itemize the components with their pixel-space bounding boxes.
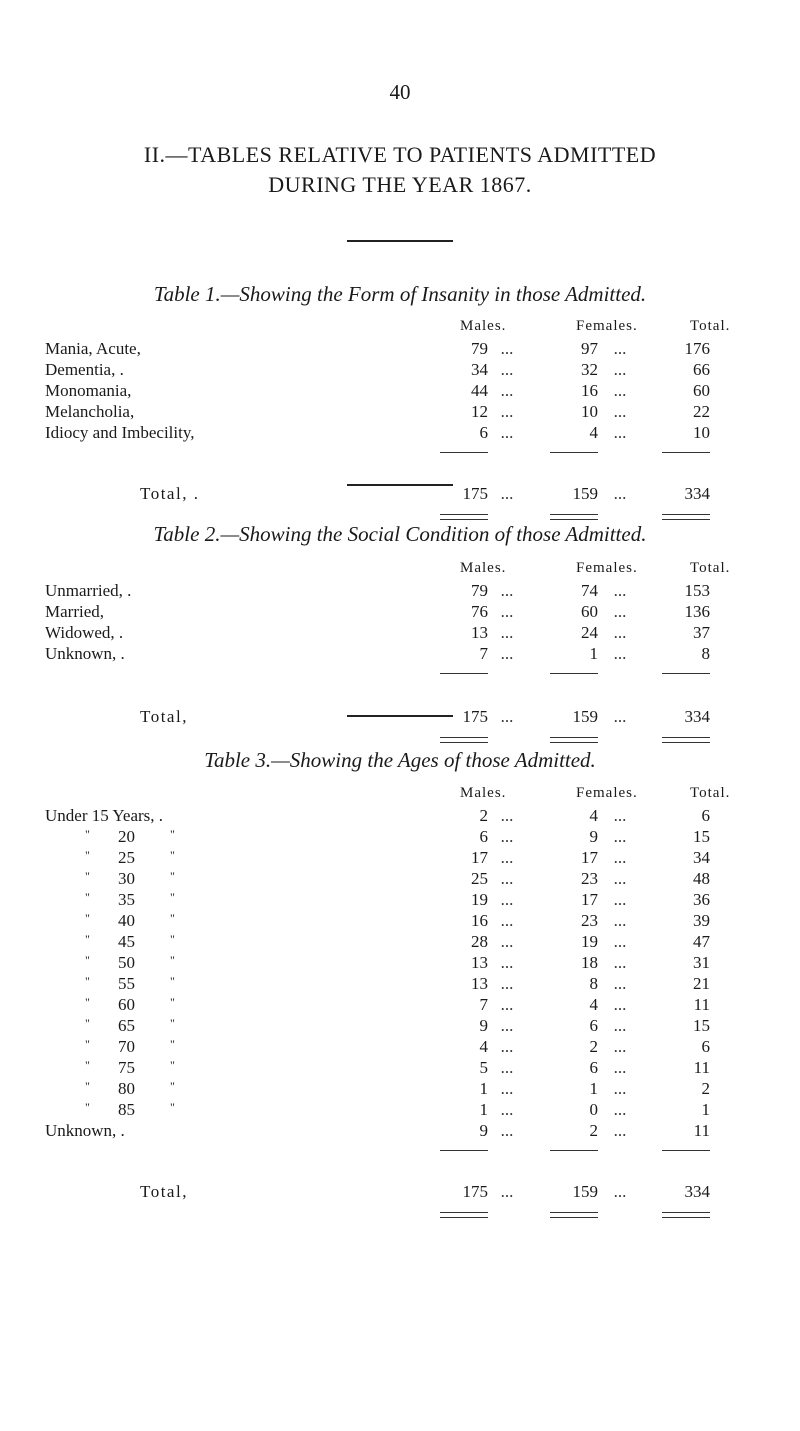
table3-age-label: 40: [118, 911, 135, 930]
table3-row-males: 16: [471, 911, 488, 930]
table3-row: [0, 974, 800, 996]
table2-row-separator: ...: [500, 644, 514, 663]
table2-row-males: 76: [471, 602, 488, 621]
table3-row-males: 4: [479, 1037, 488, 1056]
ditto-mark: ": [85, 827, 90, 841]
table1-row-separator: ...: [613, 360, 627, 379]
table3-row-total: 21: [693, 974, 710, 993]
table3-row-separator: ...: [613, 911, 627, 930]
table1-row-separator: ...: [500, 360, 514, 379]
table3-row-males: 1: [479, 1100, 488, 1119]
section-rule: [347, 715, 453, 717]
table2-total-females: 159: [572, 707, 598, 726]
table3-row-males: 9: [479, 1121, 488, 1140]
table3-row-males: 5: [479, 1058, 488, 1077]
table2-header-total: Total.: [690, 560, 731, 576]
table2-row-separator: ...: [613, 581, 627, 600]
table3-row: [0, 890, 800, 912]
table3-row: [0, 1037, 800, 1059]
table1-row: [0, 423, 800, 445]
table1-total-label: Total, .: [140, 484, 200, 503]
table3-row-males: 19: [471, 890, 488, 909]
ditto-mark: ": [170, 1100, 175, 1114]
table3-row-separator: ...: [613, 806, 627, 825]
table3-row: [0, 848, 800, 870]
table3-total-total: 334: [684, 1182, 710, 1201]
ditto-mark: ": [170, 869, 175, 883]
ditto-mark: ": [170, 911, 175, 925]
table3-row-label: Under 15 Years, .: [45, 806, 164, 825]
table3-row-females: 9: [589, 827, 598, 846]
table2-row-females: 24: [581, 623, 598, 642]
table3-row-males: 2: [479, 806, 488, 825]
page-heading: [0, 140, 800, 200]
heading-line-1: II.—TABLES RELATIVE TO PATIENTS ADMITTED: [143, 142, 657, 167]
table3-row-females: 17: [581, 848, 598, 867]
table3-age-label: 75: [118, 1058, 135, 1077]
table2-row-males: 7: [479, 644, 488, 663]
table3-total-separator: ...: [613, 1182, 627, 1201]
table1-total-separator: ...: [500, 484, 514, 503]
table3-age-label: 35: [118, 890, 135, 909]
table1-row-females: 4: [589, 423, 598, 442]
table3-row-total: 11: [693, 1058, 710, 1077]
ditto-mark: ": [170, 995, 175, 1009]
table2-row-males: 79: [471, 581, 488, 600]
table2-row-separator: ...: [613, 623, 627, 642]
table2-title: Table 2.—Showing the Social Condition of those Admitted.: [153, 522, 647, 546]
table3-row-separator: ...: [613, 932, 627, 951]
table3-row-separator: ...: [500, 827, 514, 846]
table3-total-males: 175: [462, 1182, 488, 1201]
table1-row-separator: ...: [500, 339, 514, 358]
table1-row-label: Idiocy and Imbecility,: [45, 423, 195, 442]
table1-total-males: 175: [462, 484, 488, 503]
table3-row-separator: ...: [500, 1121, 514, 1140]
table3-row-separator: ...: [500, 806, 514, 825]
table3-row-separator: ...: [500, 974, 514, 993]
table3-row-total: 11: [693, 995, 710, 1014]
table3-row-separator: ...: [500, 1100, 514, 1119]
table3-age-label: 25: [118, 848, 135, 867]
table3-row: [0, 932, 800, 954]
table1-row-females: 32: [581, 360, 598, 379]
table2-row-label: Widowed, .: [45, 623, 124, 642]
table3-double-rule: [440, 1212, 488, 1218]
table2-total-separator: ...: [613, 707, 627, 726]
table3-row-separator: ...: [613, 1016, 627, 1035]
table1-total-females: 159: [572, 484, 598, 503]
table3-row-females: 18: [581, 953, 598, 972]
table1-row-separator: ...: [500, 381, 514, 400]
page-number: 40: [389, 80, 411, 104]
ditto-mark: ": [170, 932, 175, 946]
table1-row-separator: ...: [613, 381, 627, 400]
table2-total-row: [0, 707, 800, 729]
table1-title: Table 1.—Showing the Form of Insanity in those Admitted.: [153, 282, 647, 306]
table3-title: Table 3.—Showing the Ages of those Admitted.: [204, 748, 596, 772]
table2-row-separator: ...: [500, 623, 514, 642]
table3-row-total: 48: [693, 869, 710, 888]
table3-row-total: 1: [701, 1100, 710, 1119]
table1-row-separator: ...: [613, 339, 627, 358]
table1-row-females: 97: [581, 339, 598, 358]
table3-row-total: 6: [701, 1037, 710, 1056]
table3-row-males: 28: [471, 932, 488, 951]
table2-row-separator: ...: [613, 644, 627, 663]
table1-row-label: Melancholia,: [45, 402, 135, 421]
table3-row: [0, 1079, 800, 1101]
table3-row-females: 2: [589, 1121, 598, 1140]
table3-total-row: [0, 1182, 800, 1204]
table3-row-total: 34: [693, 848, 710, 867]
ditto-mark: ": [170, 953, 175, 967]
table3-row-separator: ...: [613, 995, 627, 1014]
ditto-mark: ": [85, 1079, 90, 1093]
table2-row-total: 8: [701, 644, 710, 663]
table3-row-separator: ...: [613, 1100, 627, 1119]
table1-row-males: 34: [471, 360, 488, 379]
table3-row-females: 2: [589, 1037, 598, 1056]
table2-row-label: Married,: [45, 602, 105, 621]
ditto-mark: ": [170, 974, 175, 988]
ditto-mark: ": [170, 848, 175, 862]
table1-row-total: 10: [693, 423, 710, 442]
table2-row-label: Unknown, .: [45, 644, 125, 663]
table1-row: [0, 402, 800, 424]
table3-row-females: 19: [581, 932, 598, 951]
table3-row-separator: ...: [613, 890, 627, 909]
table3-row-separator: ...: [613, 953, 627, 972]
ditto-mark: ": [85, 1100, 90, 1114]
ditto-mark: ": [85, 869, 90, 883]
table1-row-separator: ...: [613, 423, 627, 442]
table3-row-total: 11: [693, 1121, 710, 1140]
table2-row-label: Unmarried, .: [45, 581, 132, 600]
table3-double-rule: [662, 1212, 710, 1218]
table3-row-separator: ...: [500, 1016, 514, 1035]
table3-total-separator: ...: [500, 1182, 514, 1201]
table2-row-separator: ...: [613, 602, 627, 621]
ditto-mark: ": [85, 848, 90, 862]
table3-row-total: 47: [693, 932, 710, 951]
table2-row-separator: ...: [500, 602, 514, 621]
table2-sum-rule: [662, 673, 710, 674]
table3-row-separator: ...: [500, 911, 514, 930]
section-rule: [347, 240, 453, 242]
table1-row-separator: ...: [613, 402, 627, 421]
table3-row-females: 0: [589, 1100, 598, 1119]
table3-row-total: 36: [693, 890, 710, 909]
ditto-mark: ": [170, 1016, 175, 1030]
table2-row-total: 37: [693, 623, 710, 642]
ditto-mark: ": [170, 890, 175, 904]
table3-row-separator: ...: [500, 1079, 514, 1098]
table2-row: [0, 644, 800, 666]
table3-row: [0, 869, 800, 891]
table3-row-total: 15: [693, 827, 710, 846]
table3-row-males: 9: [479, 1016, 488, 1035]
table1-row-label: Monomania,: [45, 381, 132, 400]
table1-sum-rule: [662, 452, 710, 453]
table1-row: [0, 360, 800, 382]
table3-row: [0, 806, 800, 828]
table3-row-males: 7: [479, 995, 488, 1014]
table1-row-label: Mania, Acute,: [45, 339, 141, 358]
table3-total-females: 159: [572, 1182, 598, 1201]
table3-row-females: 6: [589, 1058, 598, 1077]
table1-row-males: 12: [471, 402, 488, 421]
table3-row-total: 31: [693, 953, 710, 972]
table3-row-separator: ...: [500, 869, 514, 888]
table3-row-total: 6: [701, 806, 710, 825]
ditto-mark: ": [170, 1037, 175, 1051]
table3-row: [0, 1016, 800, 1038]
table1-row-label: Dementia, .: [45, 360, 124, 379]
table1-header-total: Total.: [690, 318, 731, 334]
table2-row: [0, 623, 800, 645]
table1-double-rule: [662, 514, 710, 520]
table3-row-females: 4: [589, 806, 598, 825]
table3-age-label: 30: [118, 869, 135, 888]
table3-age-label: 85: [118, 1100, 135, 1119]
table3-age-label: 60: [118, 995, 135, 1014]
table3-row-males: 17: [471, 848, 488, 867]
table2-row-females: 60: [581, 602, 598, 621]
table3-row-males: 13: [471, 953, 488, 972]
table1-row-total: 60: [693, 381, 710, 400]
table2-sum-rule: [440, 673, 488, 674]
table2-total-separator: ...: [500, 707, 514, 726]
table1-total-row: [0, 484, 800, 506]
table3-row-males: 25: [471, 869, 488, 888]
ditto-mark: ": [85, 1058, 90, 1072]
ditto-mark: ": [85, 974, 90, 988]
table3-row-separator: ...: [613, 869, 627, 888]
table3-row-label: Unknown, .: [45, 1121, 125, 1140]
table3-row: [0, 953, 800, 975]
table1-row: [0, 381, 800, 403]
table3-row: [0, 995, 800, 1017]
table3-row-total: 39: [693, 911, 710, 930]
table3-sum-rule: [440, 1150, 488, 1151]
table1-row: [0, 339, 800, 361]
ditto-mark: ": [85, 890, 90, 904]
table1-row-females: 10: [581, 402, 598, 421]
table3-row-females: 23: [581, 911, 598, 930]
table2-row: [0, 602, 800, 624]
heading-line-2: DURING THE YEAR 1867.: [268, 172, 532, 197]
table3-row-separator: ...: [500, 1037, 514, 1056]
table3-row-males: 6: [479, 827, 488, 846]
ditto-mark: ": [85, 932, 90, 946]
table1-row-separator: ...: [500, 402, 514, 421]
table2-row: [0, 581, 800, 603]
table3-row-total: 2: [701, 1079, 710, 1098]
ditto-mark: ": [170, 1058, 175, 1072]
ditto-mark: ": [85, 1037, 90, 1051]
table2-double-rule: [550, 737, 598, 743]
table3-sum-rule: [550, 1150, 598, 1151]
table3-row: [0, 1100, 800, 1122]
table1-header-females: Females.: [576, 318, 638, 334]
table3-row-separator: ...: [613, 1037, 627, 1056]
table1-row-total: 66: [693, 360, 710, 379]
table3-header-males: Males.: [460, 785, 507, 801]
table3-age-label: 80: [118, 1079, 135, 1098]
table2-row-females: 74: [581, 581, 598, 600]
table3-header-females: Females.: [576, 785, 638, 801]
table3-row-separator: ...: [500, 953, 514, 972]
table2-total-label: Total,: [140, 707, 188, 726]
table1-row-males: 44: [471, 381, 488, 400]
table1-total-separator: ...: [613, 484, 627, 503]
ditto-mark: ": [170, 1079, 175, 1093]
table2-total-total: 334: [684, 707, 710, 726]
table3-row-separator: ...: [613, 974, 627, 993]
table3-row-separator: ...: [500, 932, 514, 951]
table3-row-females: 1: [589, 1079, 598, 1098]
table3-row-separator: ...: [500, 1058, 514, 1077]
ditto-mark: ": [85, 911, 90, 925]
table2-row-separator: ...: [500, 581, 514, 600]
table3-row-separator: ...: [500, 995, 514, 1014]
table3-row-females: 17: [581, 890, 598, 909]
table3-row-separator: ...: [500, 848, 514, 867]
table1-sum-rule: [440, 452, 488, 453]
table2-double-rule: [662, 737, 710, 743]
table2-double-rule: [440, 737, 488, 743]
table3-row-separator: ...: [500, 890, 514, 909]
table3-row-separator: ...: [613, 848, 627, 867]
table1-header-males: Males.: [460, 318, 507, 334]
ditto-mark: ": [85, 953, 90, 967]
table3-row-females: 23: [581, 869, 598, 888]
table2-header-females: Females.: [576, 560, 638, 576]
table1-row-females: 16: [581, 381, 598, 400]
table1-double-rule: [550, 514, 598, 520]
table1-double-rule: [440, 514, 488, 520]
table2-sum-rule: [550, 673, 598, 674]
table3-age-label: 20: [118, 827, 135, 846]
table3-double-rule: [550, 1212, 598, 1218]
table3-row-separator: ...: [613, 827, 627, 846]
table1-total-total: 334: [684, 484, 710, 503]
table3-age-label: 70: [118, 1037, 135, 1056]
table2-header-males: Males.: [460, 560, 507, 576]
table3-row-females: 4: [589, 995, 598, 1014]
ditto-mark: ": [85, 1016, 90, 1030]
table3-row-total: 15: [693, 1016, 710, 1035]
table1-sum-rule: [550, 452, 598, 453]
table3-age-label: 45: [118, 932, 135, 951]
table2-row-total: 153: [684, 581, 710, 600]
table3-row-separator: ...: [613, 1079, 627, 1098]
table1-row-total: 176: [684, 339, 710, 358]
table1-row-separator: ...: [500, 423, 514, 442]
table2-row-males: 13: [471, 623, 488, 642]
table1-row-males: 79: [471, 339, 488, 358]
table3-row-separator: ...: [613, 1121, 627, 1140]
table3-row: [0, 827, 800, 849]
table3-row-separator: ...: [613, 1058, 627, 1077]
table2-row-total: 136: [684, 602, 710, 621]
table3-row: [0, 911, 800, 933]
section-rule: [347, 484, 453, 486]
table3-row: [0, 1121, 800, 1143]
table3-row-females: 6: [589, 1016, 598, 1035]
table3-row-females: 8: [589, 974, 598, 993]
table3-row-males: 1: [479, 1079, 488, 1098]
table3-sum-rule: [662, 1150, 710, 1151]
table3-total-label: Total,: [140, 1182, 188, 1201]
table2-total-males: 175: [462, 707, 488, 726]
table2-row-females: 1: [589, 644, 598, 663]
ditto-mark: ": [85, 995, 90, 1009]
ditto-mark: ": [170, 827, 175, 841]
table3-row: [0, 1058, 800, 1080]
table1-row-males: 6: [479, 423, 488, 442]
table3-age-label: 65: [118, 1016, 135, 1035]
table3-age-label: 50: [118, 953, 135, 972]
table3-row-males: 13: [471, 974, 488, 993]
table1-row-total: 22: [693, 402, 710, 421]
table3-age-label: 55: [118, 974, 135, 993]
table3-header-total: Total.: [690, 785, 731, 801]
